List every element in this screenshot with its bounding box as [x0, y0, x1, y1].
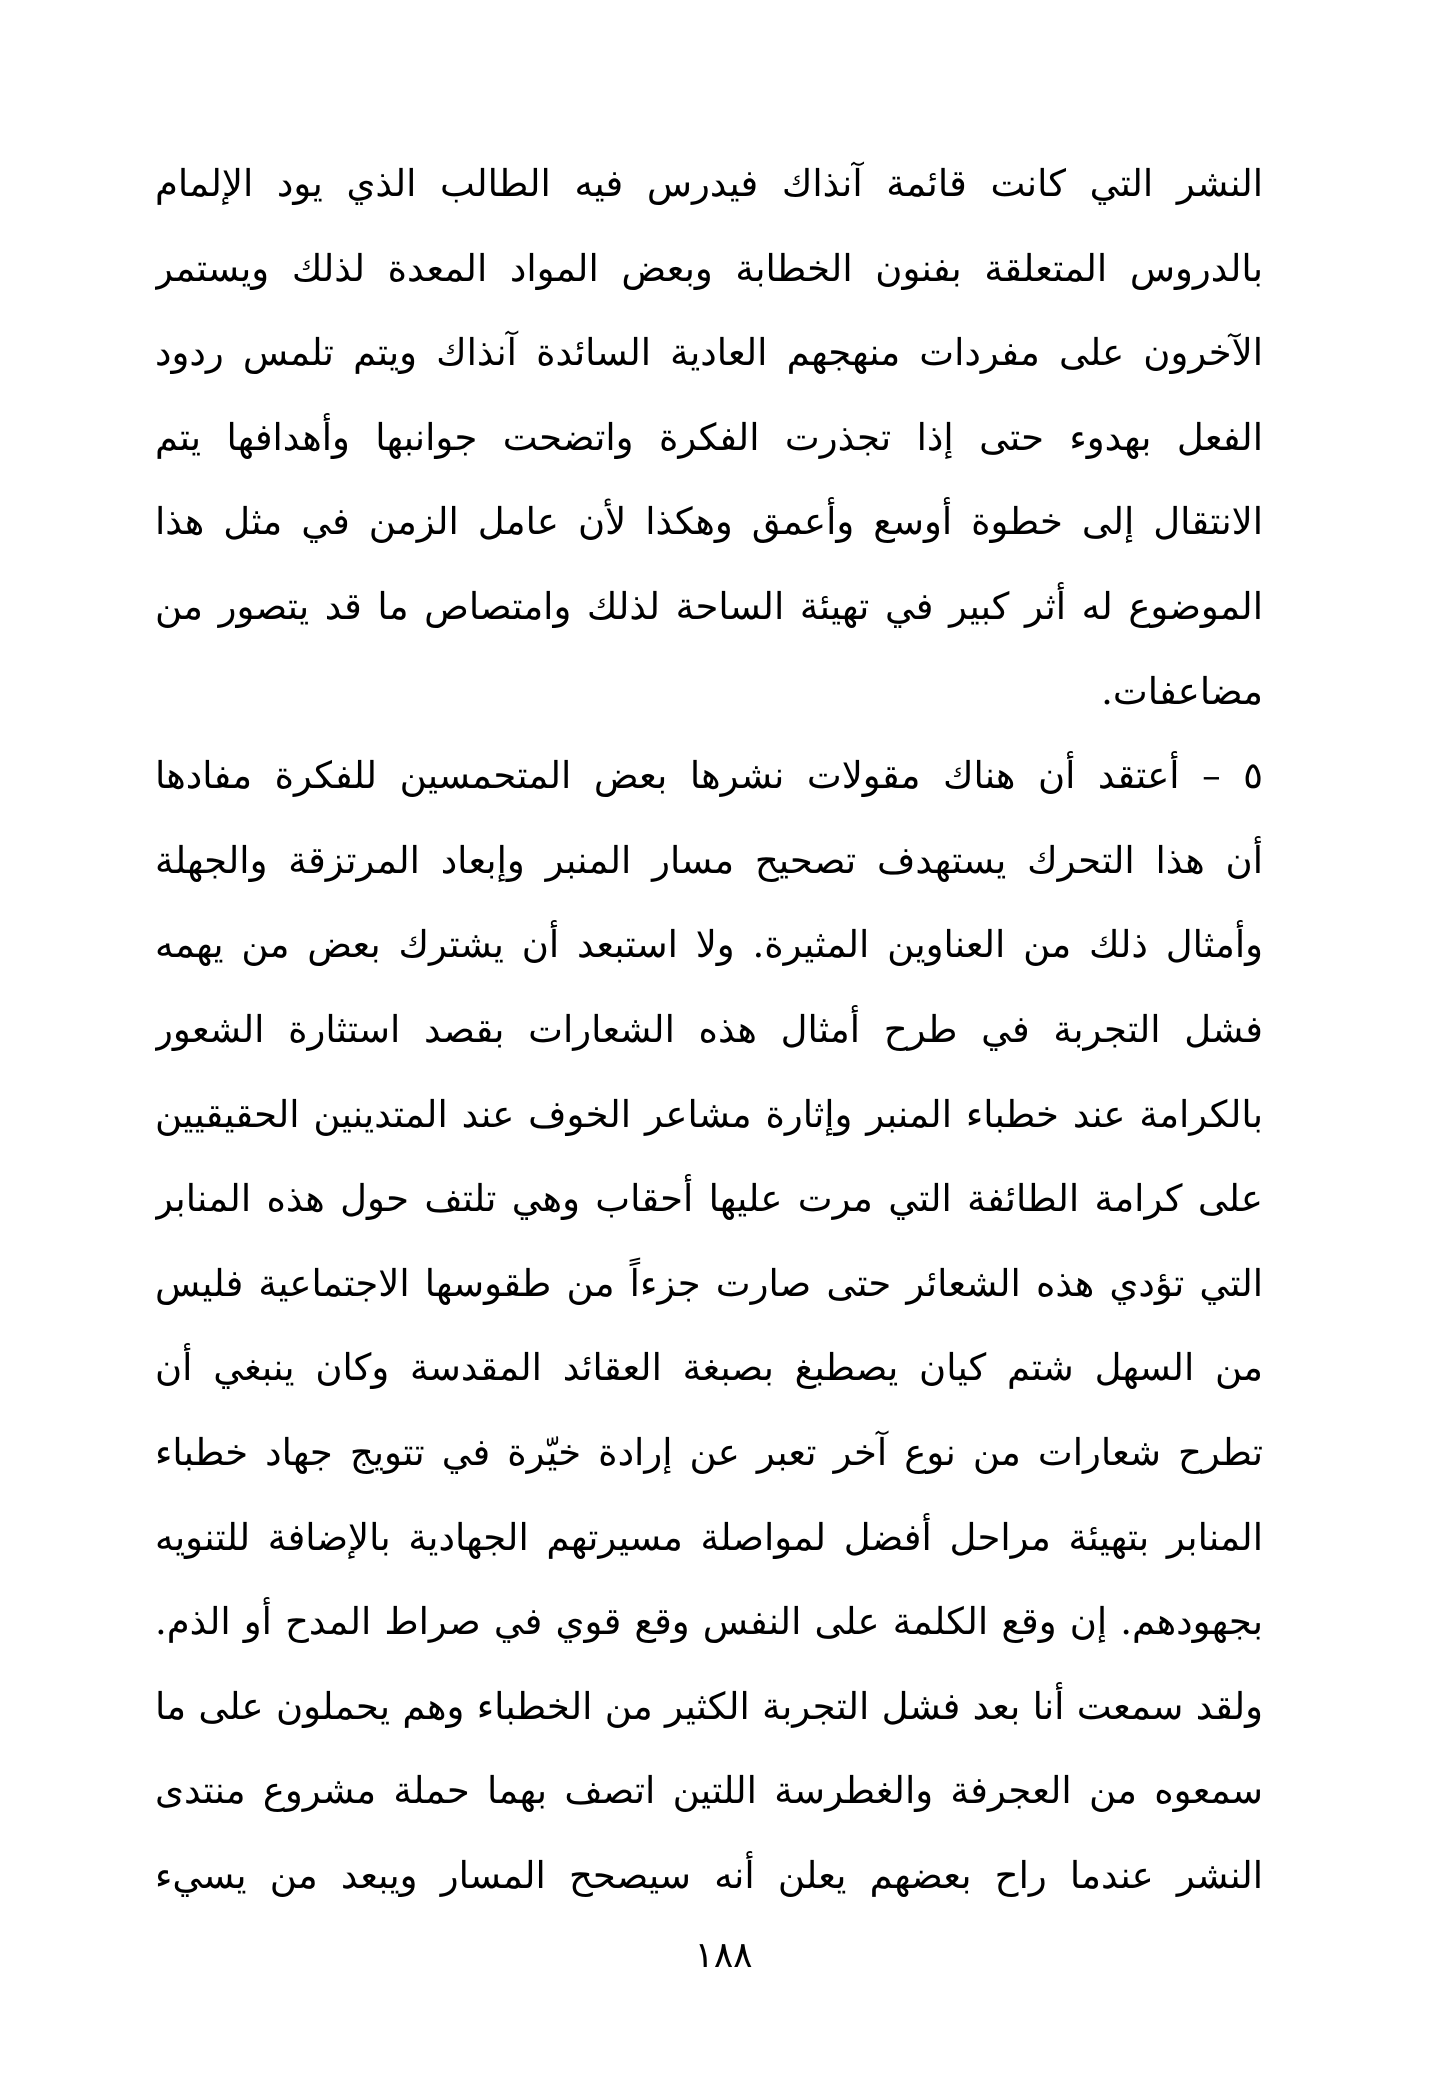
text-line: من السهل شتم كيان يصطبغ بصبغة العقائد المقدسة وكان ينبغي أن: [155, 1346, 1263, 1390]
text-line: التي تؤدي هذه الشعائر حتى صارت جزءاً من طقوسها الاجتماعية فليس: [155, 1261, 1263, 1305]
text-line: سمعوه من العجرفة والغطرسة اللتين اتصف بهما حملة مشروع منتدى: [155, 1769, 1263, 1813]
text-line: النشر التي كانت قائمة آنذاك فيدرس فيه الطالب الذي يود الإلمام: [155, 162, 1263, 205]
text-line: على كرامة الطائفة التي مرت عليها أحقاب وهي تلتف حول هذه المنابر: [155, 1177, 1263, 1221]
text-line: بالكرامة عند خطباء المنبر وإثارة مشاعر الخوف عند المتدينين الحقيقيين: [155, 1092, 1263, 1136]
text-line: تطرح شعارات من نوع آخر تعبر عن إرادة خيّرة في تتويج جهاد خطباء: [155, 1430, 1263, 1474]
paragraph-end-line: مضاعفات.: [1101, 669, 1263, 713]
text-line: الفعل بهدوء حتى إذا تجذرت الفكرة واتضحت جوانبها وأهدافها يتم: [155, 415, 1263, 459]
text-line: الانتقال إلى خطوة أوسع وأعمق وهكذا لأن عامل الزمن في مثل هذا: [155, 500, 1263, 544]
text-line: فشل التجربة في طرح أمثال هذه الشعارات بقصد استثارة الشعور: [155, 1007, 1263, 1051]
text-line: الموضوع له أثر كبير في تهيئة الساحة لذلك وامتصاص ما قد يتصور من: [155, 584, 1263, 628]
text-line: أن هذا التحرك يستهدف تصحيح مسار المنبر وإبعاد المرتزقة والجهلة: [155, 838, 1263, 882]
text-line: ٥ – أعتقد أن هناك مقولات نشرها بعض المتحمسين للفكرة مفادها: [155, 754, 1263, 798]
text-line: المنابر بتهيئة مراحل أفضل لمواصلة مسيرتهم الجهادية بالإضافة للتنويه: [155, 1515, 1263, 1559]
text-line: النشر عندما راح بعضهم يعلن أنه سيصحح المسار ويبعد من يسيء: [155, 1853, 1263, 1897]
text-line: وأمثال ذلك من العناوين المثيرة. ولا استبعد أن يشترك بعض من يهمه: [155, 923, 1263, 967]
text-line: ولقد سمعت أنا بعد فشل التجربة الكثير من الخطباء وهم يحملون على ما: [155, 1684, 1263, 1728]
text-line: بالدروس المتعلقة بفنون الخطابة وبعض المواد المعدة لذلك ويستمر: [155, 246, 1263, 290]
text-line: بجهودهم. إن وقع الكلمة على النفس وقع قوي في صراط المدح أو الذم.: [155, 1600, 1263, 1644]
body-text: [155, 142, 1263, 1918]
page-number: ١٨٨: [694, 1935, 753, 1976]
text-line: الآخرون على مفردات منهجهم العادية السائدة آنذاك ويتم تلمس ردود: [155, 331, 1263, 375]
